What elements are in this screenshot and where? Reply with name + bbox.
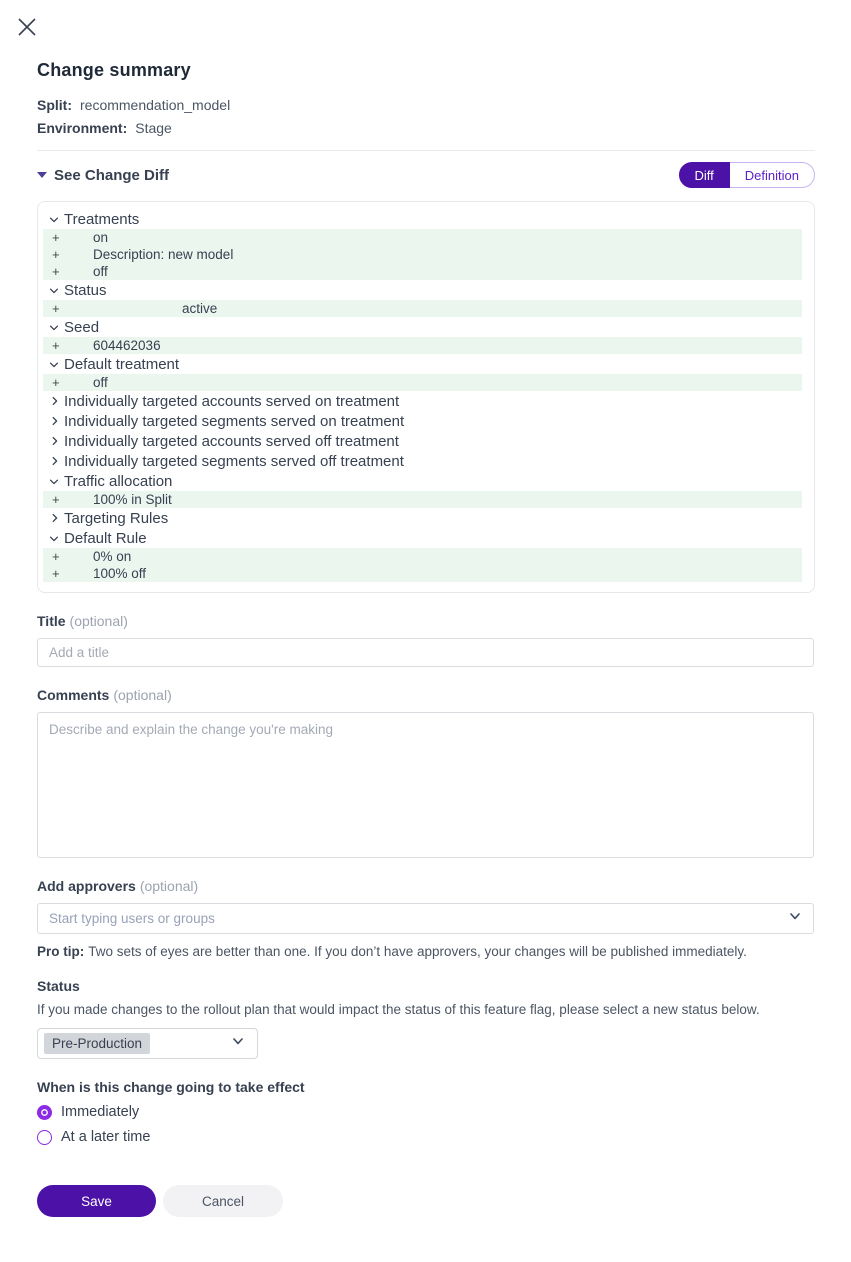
diff-section-label: Treatments — [64, 210, 140, 228]
diff-section-row[interactable] — [38, 280, 814, 300]
diff-added-value: Description: new model — [93, 247, 234, 262]
diff-added-value: active — [182, 301, 218, 316]
status-select[interactable] — [37, 1028, 258, 1059]
diff-added-value: 100% off — [93, 566, 147, 581]
diff-section-row[interactable] — [38, 451, 814, 471]
plus-sign: + — [52, 264, 60, 279]
chevron-icon — [48, 358, 60, 370]
close-icon — [16, 16, 38, 38]
approvers-select[interactable] — [37, 903, 814, 934]
change-summary-panel — [37, 60, 815, 1217]
diff-section-row[interactable] — [38, 471, 814, 491]
diff-header-row — [37, 162, 815, 188]
chevron-down-icon — [231, 1034, 245, 1053]
plus-sign: + — [52, 549, 60, 564]
close-button[interactable] — [14, 14, 40, 40]
chevron-icon — [48, 213, 60, 225]
comments-textarea[interactable] — [37, 712, 814, 858]
diff-section-label: Traffic allocation — [64, 472, 173, 490]
diff-definition-toggle — [679, 162, 815, 188]
radio-icon — [37, 1105, 52, 1120]
title-label-text: Title — [37, 613, 66, 629]
diff-added-value: 604462036 — [93, 338, 161, 353]
cancel-button[interactable]: Cancel — [163, 1185, 283, 1217]
page-title: Change summary — [37, 60, 191, 80]
diff-section-row[interactable] — [38, 508, 814, 528]
diff-added-value: off — [93, 264, 108, 279]
diff-added-row — [43, 491, 802, 508]
diff-section-row[interactable] — [38, 528, 814, 548]
diff-added-row — [43, 229, 802, 246]
schedule-section-label: When is this change going to take effect — [37, 1079, 305, 1095]
diff-section-row[interactable] — [38, 431, 814, 451]
approvers-label-text: Add approvers — [37, 878, 136, 894]
diff-added-row — [43, 374, 802, 391]
diff-section-label: Default Rule — [64, 529, 147, 547]
environment-value: Stage — [135, 120, 172, 136]
plus-sign: + — [52, 375, 60, 390]
diff-section-label: Individually targeted segments served on treatment — [64, 412, 405, 430]
chevron-icon — [48, 532, 60, 544]
diff-rows — [38, 209, 814, 582]
radio-option-immediately[interactable] — [37, 1104, 815, 1120]
radio-label: At a later time — [61, 1129, 151, 1145]
diff-panel — [37, 201, 815, 593]
plus-sign: + — [52, 230, 60, 245]
toggle-tab-definition[interactable]: Definition — [730, 162, 815, 188]
chevron-icon — [48, 435, 60, 447]
diff-added-row — [43, 565, 802, 582]
diff-added-row — [43, 337, 802, 354]
diff-section-row[interactable] — [38, 354, 814, 374]
chevron-icon — [48, 455, 60, 467]
radio-label: Immediately — [61, 1104, 140, 1120]
divider — [37, 150, 815, 151]
diff-section-label: Status — [64, 281, 107, 299]
title-field-label — [37, 613, 815, 629]
chevron-icon — [48, 284, 60, 296]
diff-section-row[interactable] — [38, 391, 814, 411]
diff-section-label: Seed — [64, 318, 100, 336]
diff-added-row — [43, 548, 802, 565]
chevron-icon — [48, 415, 60, 427]
status-selected-chip: Pre-Production — [44, 1033, 150, 1054]
diff-section-label: Default treatment — [64, 355, 180, 373]
plus-sign: + — [52, 301, 60, 316]
save-button[interactable]: Save — [37, 1185, 156, 1217]
chevron-icon — [48, 512, 60, 524]
diff-section-label: Individually targeted segments served off treatment — [64, 452, 404, 470]
see-change-diff-toggle[interactable] — [37, 167, 169, 184]
split-meta-row — [37, 97, 815, 113]
see-change-diff-label: See Change Diff — [54, 166, 170, 184]
chevron-down-icon — [788, 909, 802, 928]
diff-added-value: 100% in Split — [93, 492, 172, 507]
triangle-down-icon — [37, 172, 47, 178]
diff-section-row[interactable] — [38, 317, 814, 337]
pro-tip-label: Pro tip: — [37, 944, 85, 959]
pro-tip — [37, 943, 757, 960]
diff-added-row — [43, 263, 802, 280]
split-value: recommendation_model — [80, 97, 231, 113]
diff-section-row[interactable] — [38, 411, 814, 431]
title-input[interactable] — [37, 638, 814, 667]
plus-sign: + — [52, 247, 60, 262]
plus-sign: + — [52, 492, 60, 507]
radio-icon — [37, 1130, 52, 1145]
comments-field-label — [37, 687, 815, 703]
radio-option-at-a-later-time[interactable] — [37, 1129, 815, 1145]
diff-added-value: 0% on — [93, 549, 132, 564]
plus-sign: + — [52, 566, 60, 581]
environment-label: Environment: — [37, 120, 128, 136]
diff-added-row — [43, 246, 802, 263]
status-section-label: Status — [37, 978, 80, 994]
diff-added-value: on — [93, 230, 109, 245]
approvers-placeholder: Start typing users or groups — [49, 911, 215, 926]
comments-optional-text: (optional) — [113, 687, 172, 703]
chevron-icon — [48, 475, 60, 487]
pro-tip-text: Two sets of eyes are better than one. If you don’t have approvers, your changes will be published immediately. — [88, 944, 747, 959]
split-label: Split: — [37, 97, 72, 113]
status-description: If you made changes to the rollout plan that would impact the status of this feature flag, please select a new status below. — [37, 1002, 760, 1017]
title-optional-text: (optional) — [69, 613, 128, 629]
approvers-optional-text: (optional) — [139, 878, 199, 894]
comments-label-text: Comments — [37, 687, 110, 703]
toggle-tab-diff[interactable]: Diff — [679, 162, 730, 188]
diff-section-row[interactable] — [38, 209, 814, 229]
chevron-icon — [48, 321, 60, 333]
diff-section-label: Individually targeted accounts served off treatment — [64, 432, 399, 450]
approvers-field-label — [37, 878, 815, 894]
schedule-radio-group — [37, 1104, 815, 1145]
diff-section-label: Individually targeted accounts served on treatment — [64, 392, 400, 410]
environment-meta-row — [37, 120, 815, 136]
plus-sign: + — [52, 338, 60, 353]
chevron-icon — [48, 395, 60, 407]
diff-added-value: off — [93, 375, 108, 390]
diff-added-row — [43, 300, 802, 317]
diff-section-label: Targeting Rules — [64, 509, 169, 527]
actions-row — [37, 1185, 815, 1217]
